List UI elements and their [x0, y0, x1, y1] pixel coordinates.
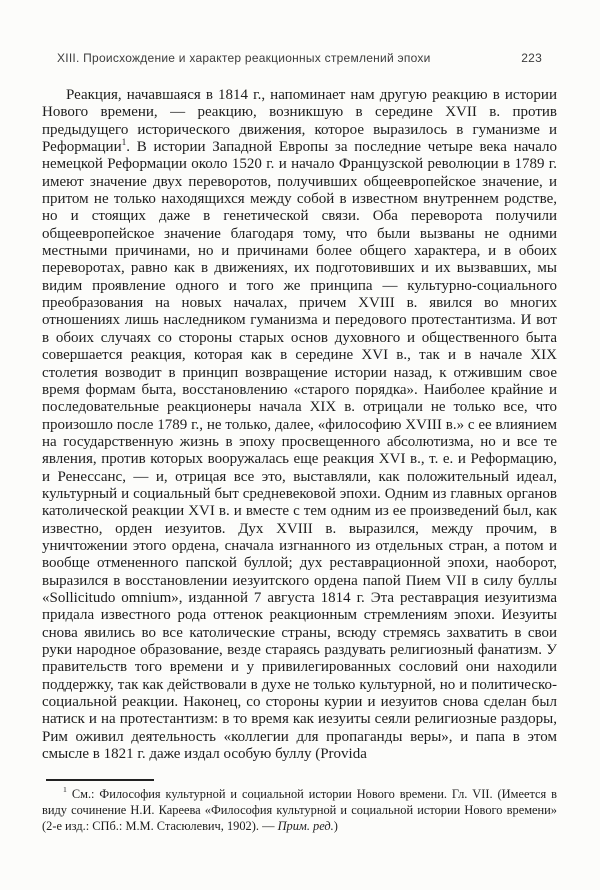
footnote-marker: 1	[63, 785, 67, 795]
footnote-text	[42, 786, 557, 834]
footnote-block	[42, 779, 557, 834]
paragraph-text-after-ref: . В истории Западной Европы за последние четыре века начало немецкой Реформации около 1520 г. и начало Французской революции в 1789 г. имеют значение двух переворотов, получивших общеевропейское значение, и притом не только находящихся между собой в известном внутреннем родстве, но и стоящих даже в генетической связи. Оба переворота получили общеевропейское значение благодаря тому, что были вызваны не одними местными причинами, но и причинами более общего характера, и в обоих переворотах, равно как в движениях, их подготовивших и их вызвавших, мы видим проявление одного и того же принципа — культурно-социального преобразования на новых началах, причем XVIII в. явился во многих отношениях лишь наследником гуманизма и передового протестантизма. И вот в обоих случаях со стороны старых основ духовного и общественного быта совершается реакция, которая как в середине XVI в., так и в начале XIX столетия возводит в принцип возвращение истории назад, к отжившим свое время формам быта, восстановлению «старого порядка». Наиболее крайние и последовательные реакционеры начала XIX в. отрицали не только все, что произошло после 1789 г., не только, далее, «философию XVIII в.» с ее влиянием на государственную жизнь в эпоху просвещенного абсолютизма, но и все те явления, против которых вооружалась еще реакция XVI в., т. е. и Реформацию, и Ренессанс, — и, отрицая все это, выставляли, как положительный идеал, культурный и социальный быт средневековой эпохи. Одним из главных органов католической реакции XVI в. и вместе с тем одним из ее произведений был, как известно, орден иезуитов. Дух XVIII в. выразился, между прочим, в уничтожении этого ордена, сначала изгнанного из отдельных стран, а потом и вообще отмененного папской буллой; дух реставрационной эпохи, наоборот, выразился в восстановлении иезуитского ордена папой Пием VII в силу буллы «Sollicitudo omnium», изданной 7 августа 1814 г. Эта реставрация иезуитизма придала известного рода оттенок реакционным стремлениям эпохи. Иезуиты снова явились во все католические страны, всюду стремясь захватить в свои руки народное образование, везде стараясь раздувать религиозный фанатизм. У правительств того времени и у привилегированных сословий они находили поддержку, так как действовали в духе не только культурной, но и политическо-социальной реакции. Наконец, со стороны курии и иезуитов снова сделан был натиск и на протестантизм: в то время как иезуиты сеяли религиозные раздоры, Рим оживил деятельность «коллегии для пропаганды веры», и папа в этом смысле в 1821 г. даже издал особую буллу (Provida	[42, 139, 557, 763]
page-number: 223	[521, 51, 542, 65]
chapter-title: XIII. Происхождение и характер реакционных стремлений эпохи	[57, 51, 431, 65]
footnote-separator	[46, 779, 154, 781]
footnote-editor-note: Прим. ред.	[277, 818, 334, 833]
body-paragraph	[42, 87, 557, 763]
footnote-closing-paren: )	[333, 818, 338, 833]
footnote-main-text: См.: Философия культурной и социальной истории Нового времени. Гл. VII. (Имеется в виду сочинение Н.И. Кареева «Философия культурной и социальной истории Нового времени» (2-е изд.: СПб.: М.М. Стасюлевич, 1902). —	[42, 786, 557, 833]
running-header	[57, 51, 542, 65]
footnote-reference: 1	[121, 138, 127, 149]
paragraph-text-before-ref: Реакция, начавшаяся в 1814 г., напоминает нам другую реакцию в истории Нового времени, — реакцию, возникшую в середине XVII в. против предыдущего исторического движения, которое выразилось в гуманизме и Реформации	[42, 87, 557, 156]
